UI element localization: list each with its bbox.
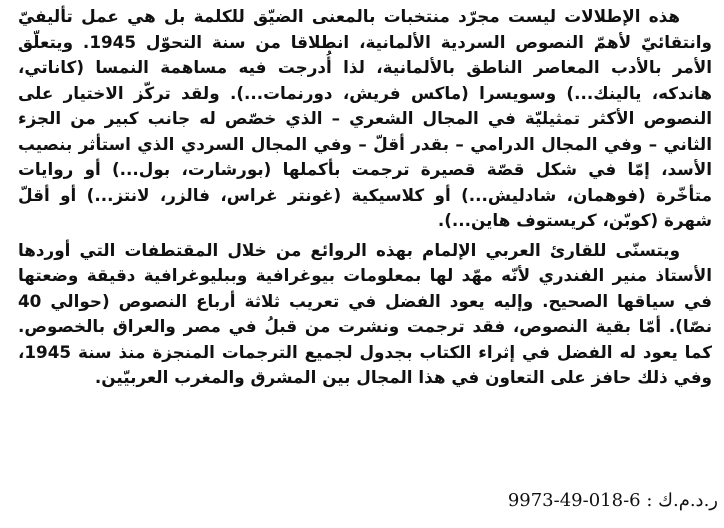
- isbn-number: ر.د.م.ك : 6-018-49-9973: [507, 490, 718, 511]
- paragraph-2: ويتسنّى للقارئ العربي الإلمام بهذه الروائع من خلال المقتطفات التي أوردها الأستاذ منير الفندري لأنّه مهّد لها بمعلومات بيوغرافية وببليوغرافية دقيقة وضعتها في سياقها الصحيح. وإليه يعود الفضل في تعريب ثلاثة أرباع النصوص (حوالي 40 نصّا). أمّا بقية النصوص، فقد ترجمت ونشرت من قبلُ في مصر والعراق بالخصوص. كما يعود له الفضل في إثراء الكتاب بجدول لجميع الترجمات المنجزة منذ سنة 1945، وفي ذلك حافز على التعاون في هذا المجال بين المشرق والمغرب العربيّين.: [18, 239, 712, 387]
- book-back-cover-text: [18, 4, 712, 391]
- paragraph-1: هذه الإطلالات ليست مجرّد منتخبات بالمعنى الضيّق للكلمة بل هي عمل تأليفيّ وانتقائيّ لأهمّ النصوص السردية الألمانية، انطلاقا من سنة التحوّل 1945. ويتعلّق الأمر بالأدب المعاصر الناطق بالألمانية، لذا أُدرجت فيه مساهمة النمسا (كاناتي، هاندكه، يالينك...) وسويسرا (ماكس فريش، دورنمات...). ولقد تركّز الاختيار على النصوص الأكثر تمثيليّة في المجال الشعري – الذي خصّص له جانب كبير من الجزء الثاني – وفي المجال الدرامي – بقدر أقلّ – وفي المجال السردي الذي استأثر بنصيب الأسد، إمّا في شكل قصّة قصيرة ترجمت بأكملها (بورشارت، بول...) أو روايات متأخّرة (فوهمان، شادليش...) أو كلاسيكية (غونتر غراس، فالزر، لانتز...) أو أقلّ شهرة (كوبّن، كريستوف هاين...).: [18, 6, 712, 230]
